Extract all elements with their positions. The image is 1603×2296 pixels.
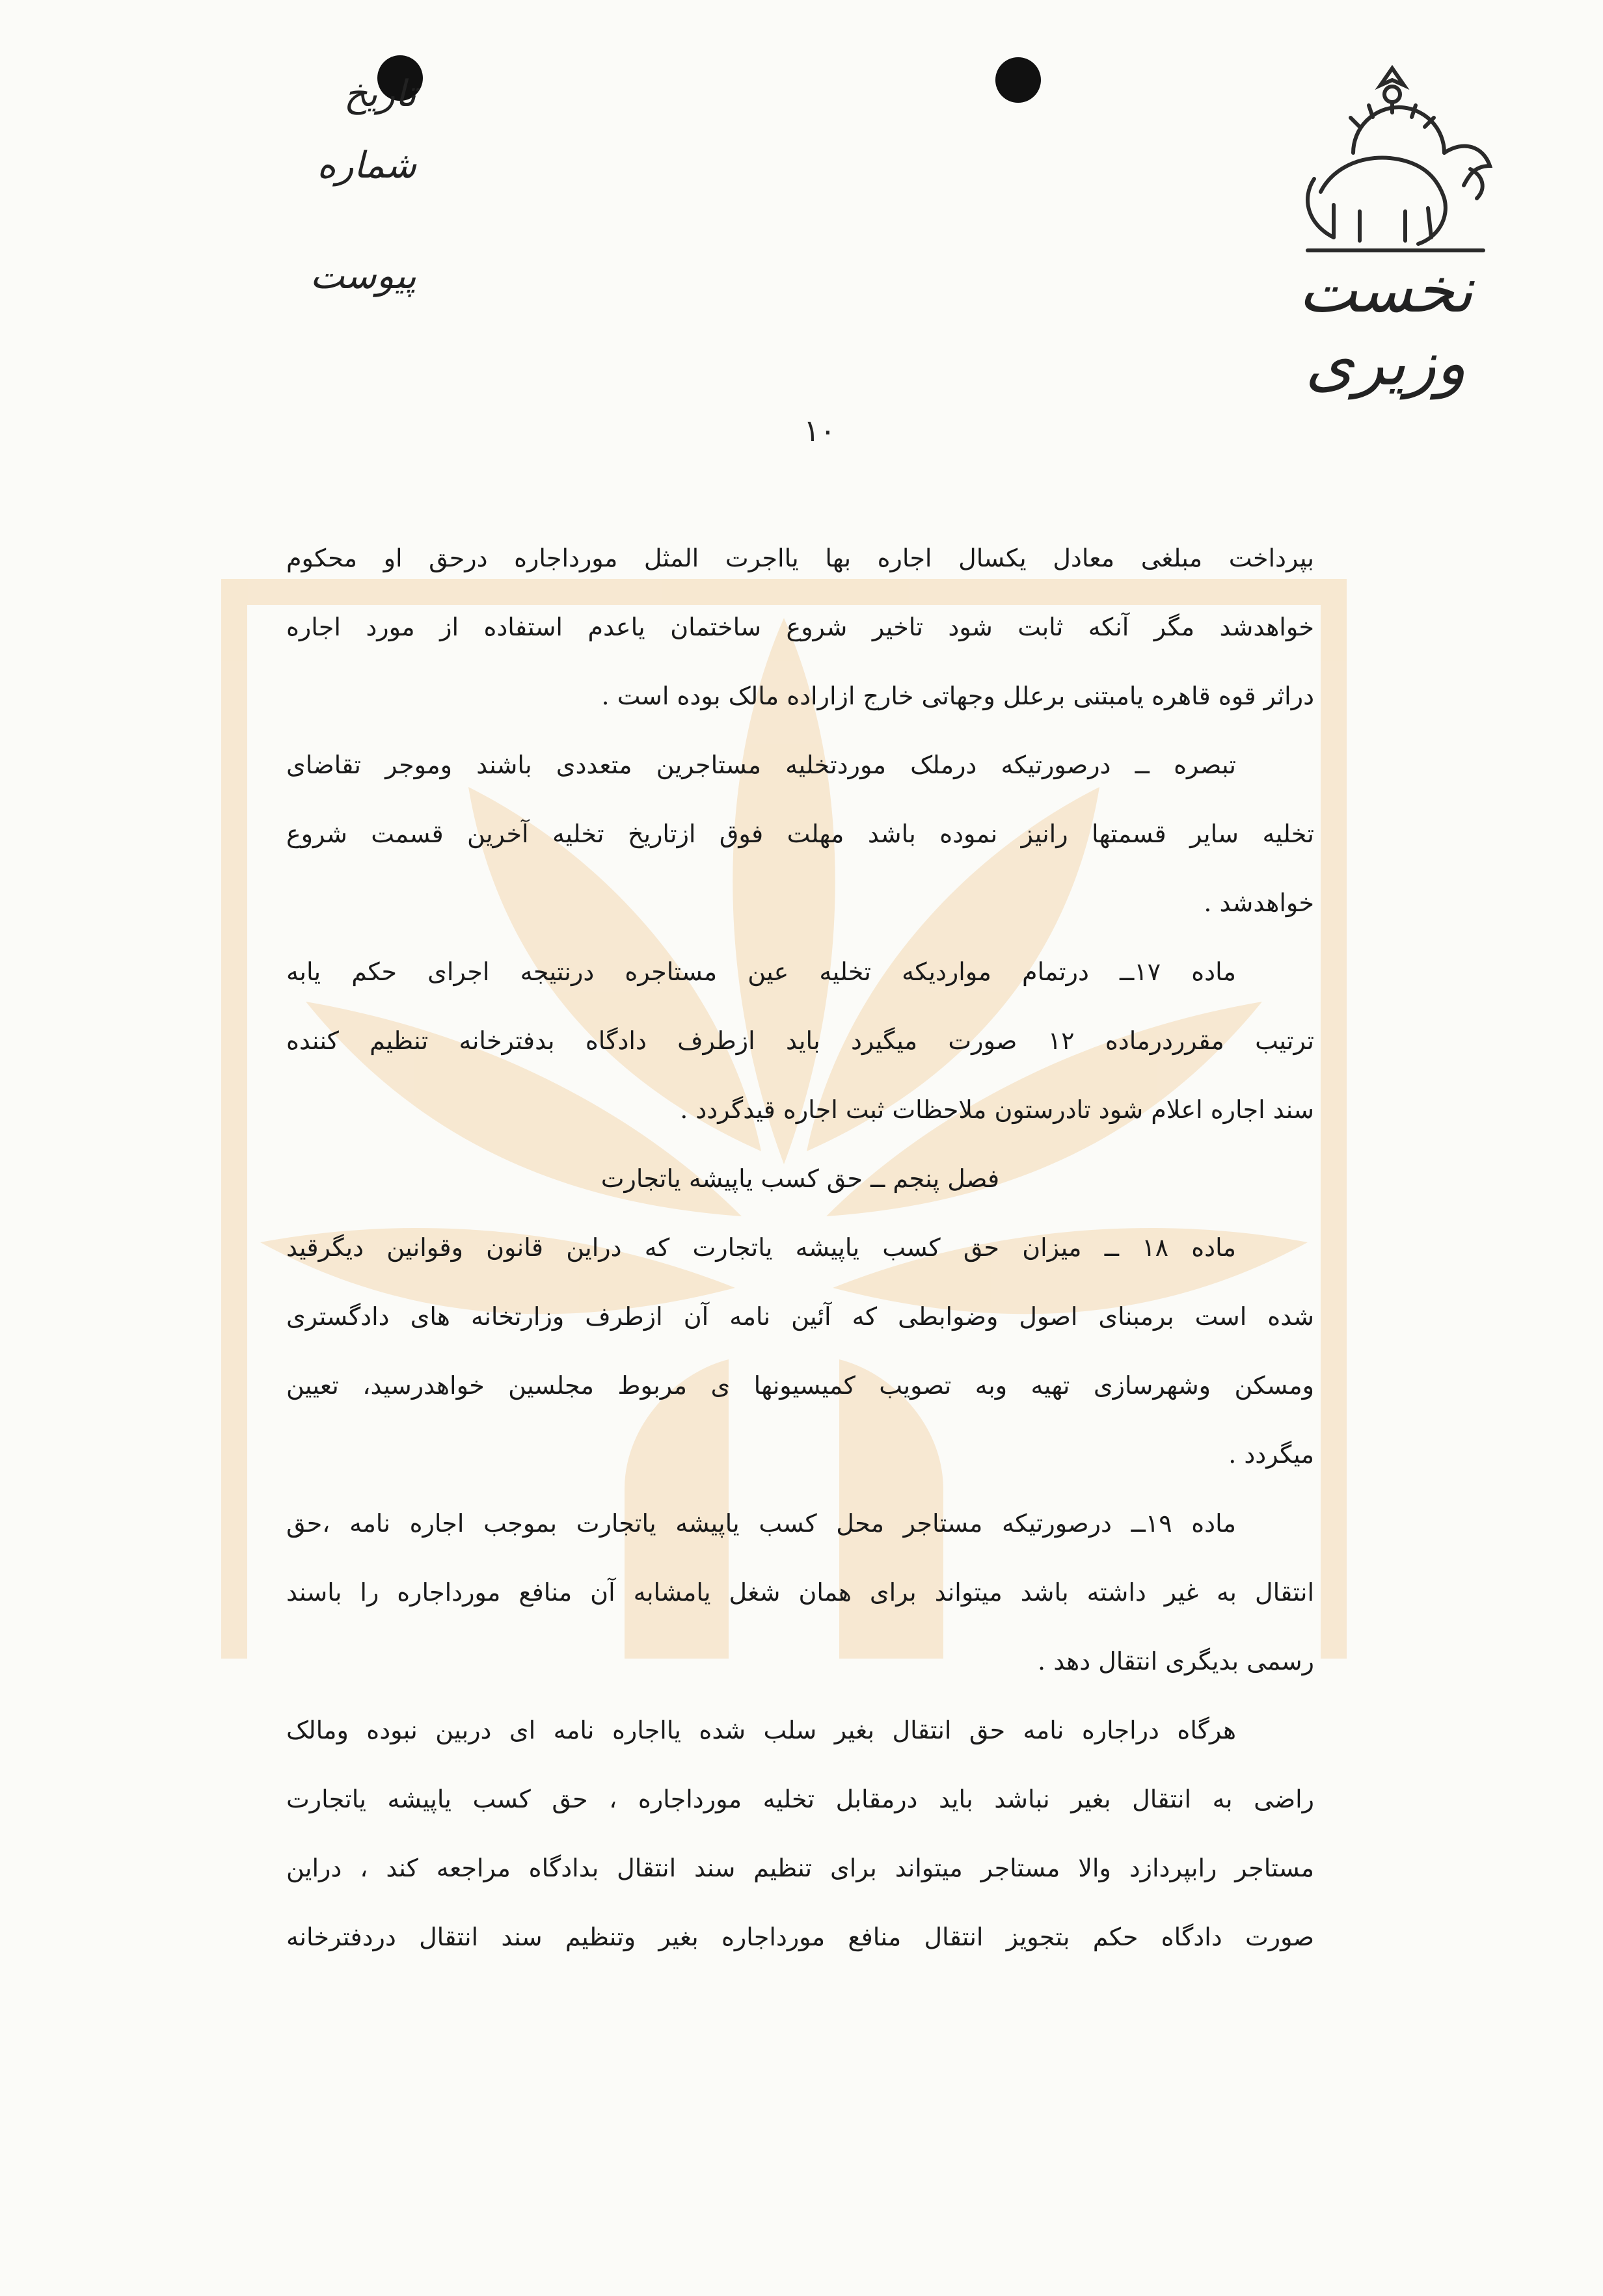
body-line: خواهدشد مگر آنکه ثابت شود تاخیر شروع ساختمان یاعدم استفاده از مورد اجاره xyxy=(286,613,1314,641)
body-line: ماده ۱۷ــ درتمام مواردیکه تخلیه عین مستاجره درنتیجه اجرای حکم یابه xyxy=(286,957,1237,986)
body-line: تخلیه سایر قسمتها رانیز نموده باشد مهلت فوق ازتاریخ تخلیه آخرین قسمت شروع xyxy=(286,820,1314,848)
section-heading: فصل پنجم ــ حق کسب یاپیشه یاتجارت xyxy=(600,1164,1000,1193)
body-line: خواهدشد . xyxy=(1204,888,1314,917)
body-line: مستاجر رابپردازد والا مستاجر میتواند برای تنظیم سند انتقال بدادگاه مراجعه کند ، دراین xyxy=(286,1854,1314,1882)
letterhead-fields xyxy=(293,59,416,312)
attachment-label: پیوست xyxy=(310,255,416,297)
body-line: صورت دادگاه حکم بتجویز انتقال منافع مورداجاره بغیر وتنظیم سند انتقال دردفترخانه xyxy=(286,1923,1314,1951)
body-line: ماده ۱۸ ــ میزان حق کسب یاپیشه یاتجارت که دراین قانون وقوانین دیگرقید xyxy=(286,1233,1236,1262)
body-line: دراثر قوه قاهره یامبتنی برعلل وجهاتی خارج ازاراده مالک بوده است . xyxy=(601,682,1314,710)
body-line: هرگاه دراجاره نامه حق انتقال بغیر سلب شده یااجاره نامه ای دربین نبوده ومالک xyxy=(286,1716,1236,1744)
lion-and-sun-emblem-icon xyxy=(1295,55,1496,270)
body-line: راضی به انتقال بغیر نباشد باید درمقابل تخلیه مورداجاره ، حق کسب یاپیشه یاتجارت xyxy=(286,1785,1314,1813)
binder-hole xyxy=(995,57,1041,103)
body-line: شده است برمبنای اصول وضوابطی که آئین نامه آن ازطرف وزارتخانه های دادگستری xyxy=(286,1302,1314,1331)
body-line: ترتیب مقرردرماده ۱۲ صورت میگیرد باید ازطرف دادگاه بدفترخانه تنظیم کننده xyxy=(286,1026,1314,1055)
page-number: ۱۰ xyxy=(803,413,836,448)
body-line: ومسکن وشهرسازی تهیه وبه تصویب کمیسیونها ی مربوط مجلسین خواهدرسید، تعیین xyxy=(286,1371,1314,1400)
body-line: سند اجاره اعلام شود تادرستون ملاحظات ثبت اجاره قیدگردد . xyxy=(680,1095,1314,1124)
body-line: انتقال به غیر داشته باشد میتواند برای همان شغل یامشابه آن منافع مورداجاره را باسند xyxy=(286,1578,1314,1607)
body-line: ماده ۱۹ــ درصورتیکه مستاجر محل کسب یاپیشه یاتجارت بموجب اجاره نامه ،حق xyxy=(286,1509,1236,1538)
letterhead-brand: نخست وزیری xyxy=(1298,254,1474,399)
document-body xyxy=(286,524,1314,1971)
body-line: میگردد . xyxy=(1228,1440,1314,1469)
body-line: رسمی بدیگری انتقال دهد . xyxy=(1038,1647,1314,1675)
date-label: تاریخ xyxy=(344,73,416,115)
number-label: شماره xyxy=(317,144,416,187)
body-line: بپرداخت مبلغی معادل یکسال اجاره بها یااجرت المثل مورداجاره درحق او محکوم xyxy=(286,544,1314,572)
body-line: تبصره ــ درصورتیکه درملک موردتخلیه مستاجرین متعددی باشند وموجر تقاضای xyxy=(286,751,1236,779)
